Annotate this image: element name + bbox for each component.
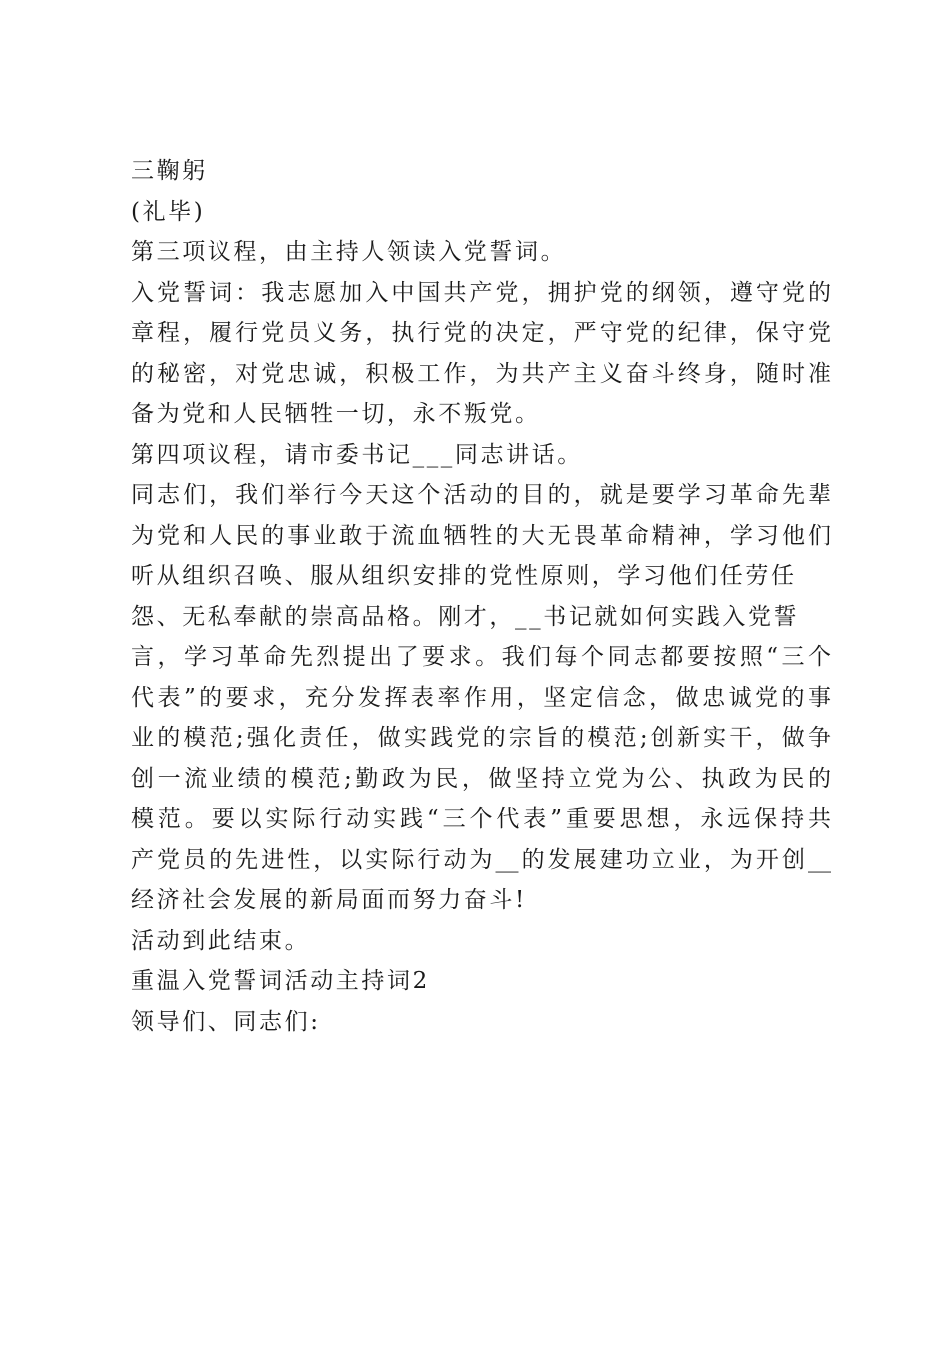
text-line: 同志们，我们举行今天这个活动的目的，就是要学习革命先辈 xyxy=(131,482,831,508)
text-line: 经济社会发展的新局面而努力奋斗! xyxy=(131,887,527,913)
text-line: 模范。要以实际行动实践“三个代表”重要思想，永远保持共 xyxy=(131,806,831,832)
text-line: 言，学习革命先烈提出了要求。我们每个同志都要按照“三个 xyxy=(131,644,831,670)
text-line: 创一流业绩的模范;勤政为民，做坚持立党为公、执政为民的 xyxy=(131,765,831,792)
paragraph-closing xyxy=(131,921,831,962)
paragraph-agenda-four xyxy=(131,435,831,476)
text-line: (礼毕) xyxy=(131,198,206,225)
text-line: 第三项议程，由主持人领读入党誓词。 xyxy=(131,239,567,265)
paragraph-salutation xyxy=(131,1002,831,1043)
text-line: 第四项议程，请市委书记___同志讲话。 xyxy=(131,441,583,468)
paragraph-speech xyxy=(131,475,831,921)
paragraph-ceremony-end xyxy=(131,192,831,233)
text-line: 代表”的要求，充分发挥表率作用，坚定信念，做忠诚党的事 xyxy=(131,684,831,711)
text-line: 听从组织召唤、服从组织安排的党性原则，学习他们任劳任 xyxy=(131,563,797,589)
text-line: 入党誓词：我志愿加入中国共产党，拥护党的纲领，遵守党的 xyxy=(131,279,831,306)
text-line: 怨、无私奉献的崇高品格。刚才，__书记就如何实践入党誓 xyxy=(131,603,800,630)
text-line: 业的模范;强化责任，做实践党的宗旨的模范;创新实干，做争 xyxy=(131,725,831,751)
paragraph-oath xyxy=(131,273,831,435)
text-line: 产党员的先进性，以实际行动为__的发展建功立业，为开创__ xyxy=(131,846,831,873)
section-heading xyxy=(131,961,831,1002)
paragraph-bow xyxy=(131,151,831,192)
text-line: 的秘密，对党忠诚，积极工作，为共产主义奋斗终身，随时准 xyxy=(131,360,831,387)
text-line: 章程，履行党员义务，执行党的决定，严守党的纪律，保守党 xyxy=(131,320,831,346)
text-line: 领导们、同志们: xyxy=(131,1008,321,1035)
text-line: 活动到此结束。 xyxy=(131,927,311,954)
document-body xyxy=(131,151,831,1042)
text-line: 为党和人民的事业敢于流血牺牲的大无畏革命精神，学习他们 xyxy=(131,522,831,549)
paragraph-agenda-three xyxy=(131,232,831,273)
text-line: 备为党和人民牺牲一切，永不叛党。 xyxy=(131,401,541,427)
text-line: 三鞠躬 xyxy=(131,158,208,184)
text-line: 重温入党誓词活动主持词2 xyxy=(131,968,430,994)
